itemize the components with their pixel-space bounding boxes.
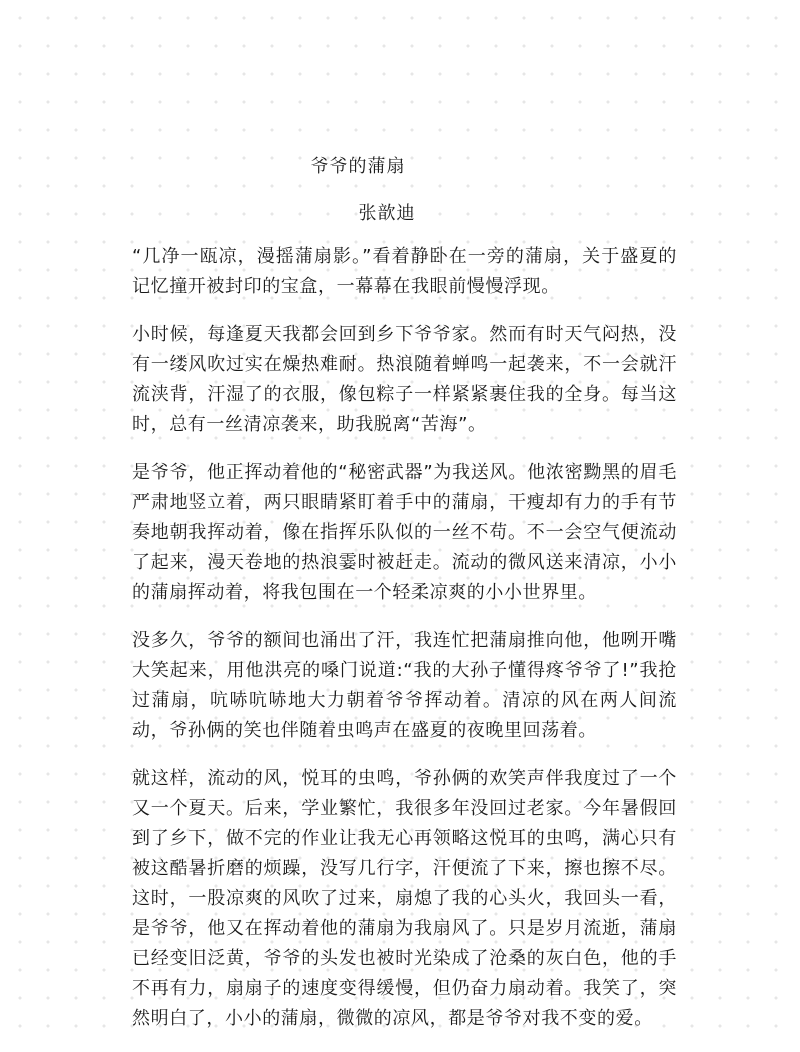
essay-title-text: 爷爷的蒲扇 [310,156,406,177]
essay-title [0,152,800,178]
paragraph-2: 小时候，每逢夏天我都会回到乡下爷爷家。然而有时天气闷热，没有一缕风吹过实在燥热难耐。热浪随着蝉鸣一起袭来，不一会就汗流浃背，汗湿了的衣服，像包粽子一样紧紧裹住我的全身。每当这时，总有一丝清凉袭来，助我脱离“苦海”。 [132,324,677,435]
essay-body [132,242,677,1052]
paragraph-1: “几净一瓯凉，漫摇蒲扇影。”看着静卧在一旁的蒲扇，关于盛夏的记忆撞开被封印的宝盒，一幕幕在我眼前慢慢浮现。 [132,246,677,297]
paragraph-4: 没多久，爷爷的额间也涌出了汗，我连忙把蒲扇推向他，他咧开嘴大笑起来，用他洪亮的嗓门说道:“我的大孙子懂得疼爷爷了!”我抢过蒲扇，吭哧吭哧地大力朝着爷爷挥动着。清凉的风在两人间流动，爷孙俩的笑也伴随着虫鸣声在盛夏的夜晚里回荡着。 [132,630,677,741]
paragraph-5: 就这样，流动的风，悦耳的虫鸣，爷孙俩的欢笑声伴我度过了一个又一个夏天。后来，学业繁忙，我很多年没回过老家。今年暑假回到了乡下，做不完的作业让我无心再领略这悦耳的虫鸣，满心只有被这酷暑折磨的烦躁，没写几行字，汗便流了下来，擦也擦不尽。这时，一股凉爽的风吹了过来，扇熄了我的心头火，我回头一看，是爷爷，他又在挥动着他的蒲扇为我扇风了。只是岁月流逝，蒲扇已经变旧泛黄，爷爷的头发也被时光染成了沧桑的灰白色，他的手不再有力，扇扇子的速度变得缓慢，但仍奋力扇动着。我笑了，突然明白了，小小的蒲扇，微微的凉风，都是爷爷对我不变的爱。 [132,768,677,1029]
essay-author [0,199,800,225]
essay-author-text: 张歆迪 [358,203,416,224]
paragraph-3: 是爷爷，他正挥动着他的“秘密武器”为我送风。他浓密黝黑的眉毛严肃地竖立着，两只眼睛紧盯着手中的蒲扇，干瘦却有力的手有节奏地朝我挥动着，像在指挥乐队似的一丝不苟。不一会空气便流动了起来，漫天卷地的热浪霎时被赶走。流动的微风送来清凉，小小的蒲扇挥动着，将我包围在一个轻柔凉爽的小小世界里。 [132,462,677,603]
